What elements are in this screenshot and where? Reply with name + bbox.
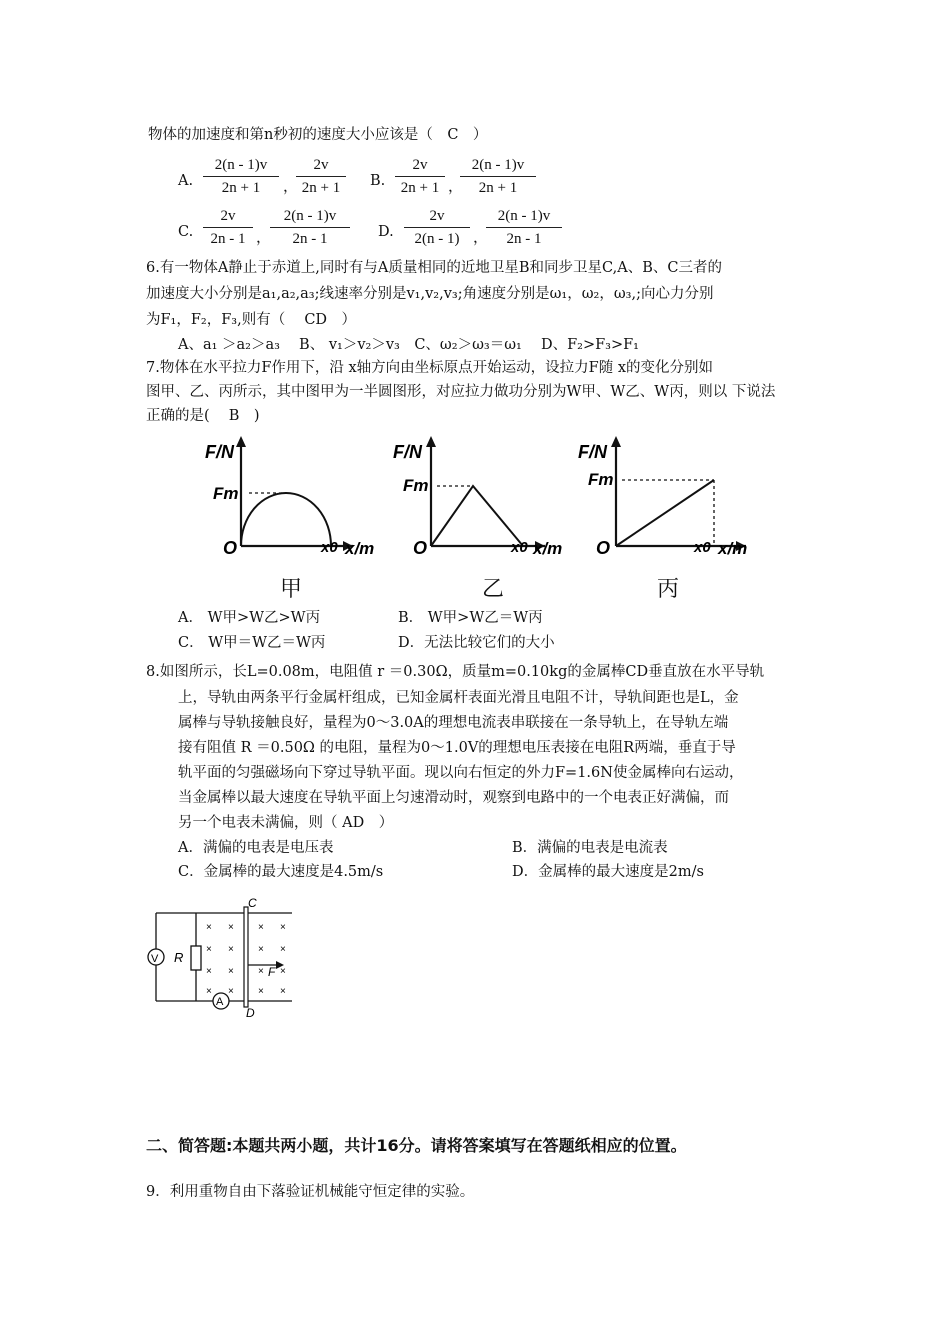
linear-curve	[616, 480, 714, 546]
q9-text: 9．利用重物自由下落验证机械能守恒定律的实验。	[146, 1184, 475, 1200]
q8-line5: 轨平面的匀强磁场向下穿过导轨平面。现以向右恒定的外力F=1.6N使金属棒向右运动，	[178, 765, 744, 781]
chart-name-jia: 甲	[280, 577, 303, 602]
xlabel: x/m	[345, 539, 375, 558]
y-axis-arrow	[611, 436, 621, 447]
q7-option-d: D．无法比较它们的大小	[398, 635, 555, 651]
svg-text:×: ×	[280, 922, 286, 933]
q8-line1: 8.如图所示，长L=0.08m，电阻值 r ＝0.30Ω，质量m=0.10kg的金属棒CD垂直放在水平导轨	[146, 664, 765, 680]
origin: O	[413, 538, 428, 558]
svg-text:×: ×	[280, 986, 286, 997]
svg-text:×: ×	[206, 944, 212, 955]
svg-text:×: ×	[258, 922, 264, 933]
q8-line4: 接有阻值 R ＝0.50Ω 的电阻，量程为0～1.0V的理想电压表接在电阻R两端，垂直于导	[178, 740, 736, 756]
q8-line6: 当金属棒以最大速度在导轨平面上匀速滑动时，观察到电路中的一个电表正好满偏，而	[178, 790, 729, 806]
q7-option-a: A． W甲>W乙>W丙	[178, 610, 321, 626]
svg-text:×: ×	[206, 986, 212, 997]
svg-text:×: ×	[258, 986, 264, 997]
svg-text:×: ×	[206, 922, 212, 933]
y-axis-arrow	[426, 436, 436, 447]
svg-text:×: ×	[228, 944, 234, 955]
svg-text:×: ×	[228, 922, 234, 933]
resistor-icon	[191, 946, 201, 970]
ylabel: F/N	[393, 442, 422, 462]
ammeter-label: A	[216, 996, 224, 1008]
chart-name-yi: 乙	[482, 577, 505, 602]
fm-label: Fm	[213, 484, 239, 503]
fm-label: Fm	[588, 470, 614, 489]
rod-label-d: D	[246, 1006, 255, 1020]
svg-text:×: ×	[280, 966, 286, 977]
q8-option-c: C．金属棒的最大速度是4.5m/s	[178, 864, 384, 880]
q5-stem: 物体的加速度和第n秒初的速度大小应该是（ C ）	[148, 127, 488, 143]
svg-text:×: ×	[228, 966, 234, 977]
svg-text:×: ×	[258, 944, 264, 955]
triangle-curve	[431, 486, 523, 546]
chart-bing	[570, 430, 760, 565]
q7-line3: 正确的是( B )	[146, 408, 260, 424]
q8-option-d: D．金属棒的最大速度是2m/s	[512, 864, 704, 880]
q7-option-c: C． W甲＝W乙＝W丙	[178, 635, 326, 651]
q6-line1: 6.有一物体A静止于赤道上,同时有与A质量相同的近地卫星B和同步卫星C,A、B、C三者的	[146, 260, 722, 276]
chart-name-bing: 丙	[657, 577, 680, 602]
q7-line1: 7.物体在水平拉力F作用下，沿 x轴方向由坐标原点开始运动，设拉力F随 x的变化分别如	[146, 360, 714, 376]
x0-label: x0	[694, 539, 711, 556]
voltmeter-label: V	[151, 953, 159, 965]
q7-line2: 图甲、乙、丙所示，其中图甲为一半圆图形，对应拉力做功分别为W甲、W乙、W丙，则以 下说法	[146, 384, 776, 400]
x0-label: x0	[321, 539, 338, 556]
origin: O	[596, 538, 611, 558]
circuit-diagram	[140, 893, 300, 1023]
q8-option-b: B．满偏的电表是电流表	[512, 840, 668, 856]
q6-line3: 为F₁，F₂，F₃,则有（ CD ）	[146, 312, 357, 328]
force-label: F	[268, 965, 276, 979]
q8-line3: 属棒与导轨接触良好，量程为0～3.0A的理想电流表串联接在一条导轨上，在导轨左端	[178, 715, 729, 731]
svg-text:×: ×	[258, 966, 264, 977]
svg-text:×: ×	[206, 966, 212, 977]
chart-yi	[385, 430, 570, 565]
section2-heading: 二、简答题:本题共两小题，共计16分。请将答案填写在答题纸相应的位置。	[146, 1136, 687, 1155]
metal-rod	[244, 907, 248, 1007]
chart-jia	[195, 430, 375, 565]
q6-options: A、a₁ ＞a₂＞a₃ B、 v₁＞v₂＞v₃ C、ω₂＞ω₃＝ω₁ D、F₂>F₃>F₁	[178, 337, 639, 353]
q8-line7: 另一个电表未满偏，则（ AD ）	[178, 815, 394, 831]
q7-option-b: B． W甲>W乙＝W丙	[398, 610, 543, 626]
q6-line2: 加速度大小分别是a₁,a₂,a₃;线速率分别是v₁,v₂,v₃;角速度分别是ω₁，ω₂，ω₃,;向心力分别	[146, 286, 714, 302]
rod-label-c: C	[248, 896, 257, 910]
svg-text:×: ×	[280, 944, 286, 955]
fm-label: Fm	[403, 476, 429, 495]
semicircle-curve	[241, 493, 331, 546]
resistor-label: R	[174, 950, 184, 965]
svg-text:×: ×	[228, 986, 234, 997]
xlabel: x/m	[533, 539, 563, 558]
ylabel: F/N	[578, 442, 607, 462]
origin: O	[223, 538, 238, 558]
q8-line2: 上，导轨由两条平行金属杆组成，已知金属杆表面光滑且电阻不计，导轨间距也是L，金	[178, 690, 739, 706]
y-axis-arrow	[236, 436, 246, 447]
ylabel: F/N	[205, 442, 234, 462]
q8-option-a: A．满偏的电表是电压表	[178, 840, 334, 856]
x0-label: x0	[511, 539, 528, 556]
xlabel: x/m	[718, 539, 748, 558]
